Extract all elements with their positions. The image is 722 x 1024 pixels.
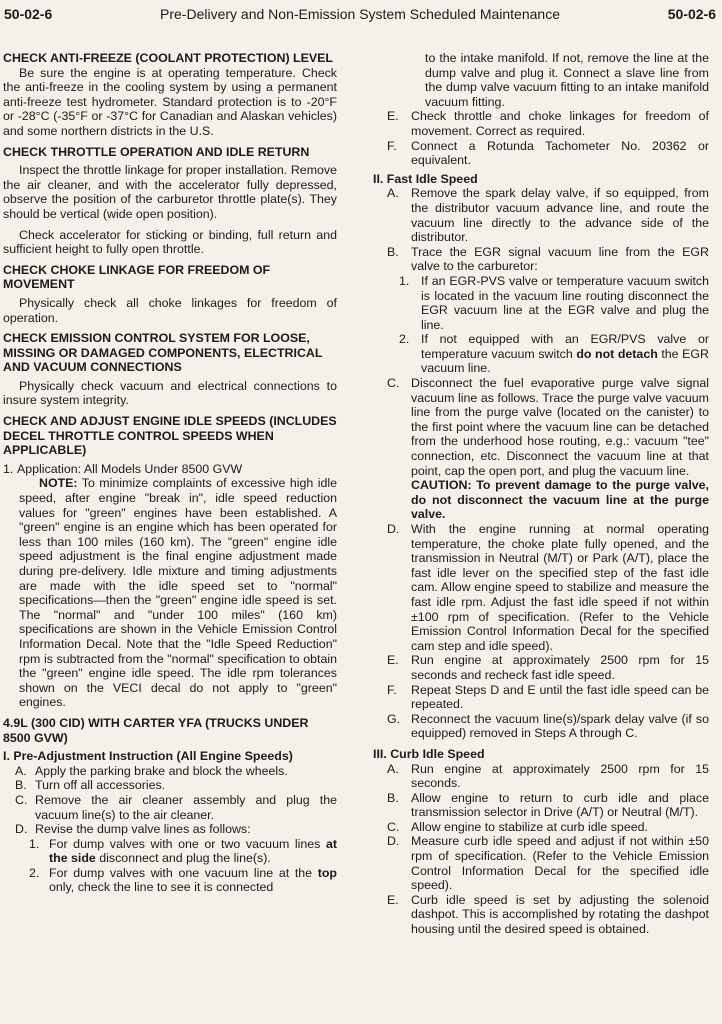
list-item: D. Revise the dump valve lines as follows: [15, 822, 251, 837]
list-item: A. Remove the spark delay valve, if so equipped, from the distributor vacuum advance line, and route the vacuum line directly to the advance side of the distributor. [387, 186, 709, 245]
list-item: A. Apply the parking brake and block the wheels. [15, 763, 288, 778]
list-item: E. Run engine at approximately 2500 rpm for 15 seconds and recheck fast idle speed. [387, 653, 709, 682]
paragraph-choke: Physically check all choke linkages for freedom of operation. [3, 295, 337, 325]
list-item: E. Check throttle and choke linkages for freedom of movement. Correct as required. [387, 109, 709, 138]
list-item-application: 1. Application: All Models Under 8500 GVW [3, 461, 243, 476]
list-item: D. Measure curb idle speed and adjust if not within ±50 rpm of specification. (Refer to the Vehicle Emission Control Information Decal for the specified idle speed). [387, 834, 709, 893]
paragraph-antifreeze: Be sure the engine is at operating temperature. Check the anti-freeze in the cooling system by using a permanent anti-freeze test hydrometer. Standard protection is to -20°F or -28°C (-35°F or -37°C for Canadian and Alaskan vehicles) and some northern districts in the U.S. [3, 65, 337, 138]
heading-emission: CHECK EMISSION CONTROL SYSTEM FOR LOOSE, MISSING OR DAMAGED COMPONENTS, ELECTRICAL AND VACUUM CONNECTIONS [3, 331, 323, 375]
paragraph-throttle-1: Inspect the throttle linkage for proper installation. Remove the air cleaner, and with the accelerator fully depressed, observe the position of the carburetor throttle plate(s). They should be vertical (wide open position). [3, 163, 337, 221]
list-item: C. Disconnect the fuel evaporative purge valve signal vacuum line as follows. Trace the purge valve vacuum line from the purge valve (located on the canister) to the first point where the vacuum line can be detached from the underhood hose routing, e.g.: vacuum "tee" connection, etc. Disconnect the vacuum line at that point, cap the open port, and plug the vacuum line. [387, 376, 709, 478]
page-title: Pre-Delivery and Non-Emission System Scheduled Maintenance [160, 6, 560, 22]
right-column [373, 51, 709, 937]
list-item: F. Connect a Rotunda Tachometer No. 20362 or equivalent. [387, 138, 709, 168]
caution-purge-valve: CAUTION: To prevent damage to the purge valve, do not disconnect the vacuum line at the purge valve. [411, 478, 709, 522]
list-item: G. Reconnect the vacuum line(s)/spark delay valve (if so equipped) removed in Steps A through C. [387, 711, 709, 741]
list-item: E. Curb idle speed is set by adjusting the solenoid dashpot. This is accomplished by rotating the dashpot housing until the desired speed is obtained. [387, 892, 709, 937]
heading-fast-idle: II. Fast Idle Speed [373, 171, 478, 186]
list-item: A. Run engine at approximately 2500 rpm for 15 seconds. [387, 761, 709, 791]
sub-list-item: 1. For dump valves with one or two vacuum lines at the side disconnect and plug the line(s). [29, 836, 337, 866]
list-item: F. Repeat Steps D and E until the fast idle speed can be repeated. [387, 682, 709, 712]
sub-list-item: 2. If not equipped with an EGR/PVS valve or temperature vacuum switch do not detach the EGR vacuum line. [399, 332, 709, 376]
sub-list-item: 1. If an EGR-PVS valve or temperature vacuum switch is located in the vacuum line routing disconnect the EGR vacuum line at the EGR valve and plug the line. [399, 273, 709, 332]
list-item: B. Turn off all accessories. [15, 778, 166, 793]
list-item: D. With the engine running at normal operating temperature, the choke plate fully opened, and the transmission in Neutral (M/T) or Park (A/T), place the fast idle lever on the specified step of the fast idle cam. Allow engine speed to stabilize and measure the fast idle rpm. Adjust the fast idle speed if not within ±100 rpm of specification. (Refer to the Vehicle Emission Control Information Decal for the specified cam step and idle speed). [387, 522, 709, 653]
list-item: C. Remove the air cleaner assembly and plug the vacuum line(s) to the air cleaner. [15, 792, 337, 822]
page-header [4, 6, 716, 28]
heading-choke: CHECK CHOKE LINKAGE FOR FREEDOM OF MOVEMENT [3, 262, 271, 292]
list-item: B. Allow engine to return to curb idle and place transmission selector in Drive (A/T) or Neutral (M/T). [387, 790, 709, 820]
heading-throttle: CHECK THROTTLE OPERATION AND IDLE RETURN [3, 144, 310, 159]
heading-idle-speeds: CHECK AND ADJUST ENGINE IDLE SPEEDS (INCLUDES DECEL THROTTLE CONTROL SPEEDS WHEN APPLICABLE) [3, 414, 337, 458]
heading-curb-idle: III. Curb Idle Speed [373, 746, 485, 761]
heading-49l-carter: 4.9L (300 CID) WITH CARTER YFA (TRUCKS UNDER 8500 GVW) [3, 715, 309, 745]
list-item: B. Trace the EGR signal vacuum line from the EGR valve to the carburetor: [387, 244, 709, 274]
page-number-right: 50-02-6 [667, 6, 716, 22]
paragraph-throttle-2: Check accelerator for sticking or binding, full return and sufficient height to fully open throttle. [3, 227, 337, 257]
note-green-engine: NOTE: To minimize complaints of excessive high idle speed, after engine "break in", idle speed reduction values for "green" engines have been established. A "green" engine is an engine which has been operated for less than 100 miles (160 km). The "green" engine idle speed adjustment is the final engine adjustment made during pre-delivery. Idle mixture and timing adjustments are made with the idle speed set to "normal" specifications—then the "green" engine idle speed is set. The "normal" and "under 100 miles" (160 km) specifications are shown in the Vehicle Emission Control Information Decal. Note that the "Idle Speed Reduction" rpm is subtracted from the "normal" specification to obtain the "green" engine idle speed. The idle rpm tolerances shown on the VECI decal do not apply to "green" engines. [19, 476, 337, 710]
list-item: C. Allow engine to stabilize at curb idle speed. [387, 819, 648, 834]
paragraph-continued: to the intake manifold. If not, remove the line at the dump valve and plug it. Connect a slave line from the dump valve vacuum fitting to an intake manifold vacuum fitting. [425, 51, 709, 109]
heading-pre-adjustment: I. Pre-Adjustment Instruction (All Engine Speeds) [3, 749, 293, 764]
left-column [3, 51, 337, 895]
paragraph-emission: Physically check vacuum and electrical connections to insure system integrity. [3, 378, 337, 408]
page-number-left: 50-02-6 [4, 6, 53, 22]
heading-antifreeze: CHECK ANTI-FREEZE (COOLANT PROTECTION) LEVEL [3, 51, 333, 65]
sub-list-item: 2. For dump valves with one vacuum line at the top only, check the line to see it is connected [29, 865, 337, 895]
